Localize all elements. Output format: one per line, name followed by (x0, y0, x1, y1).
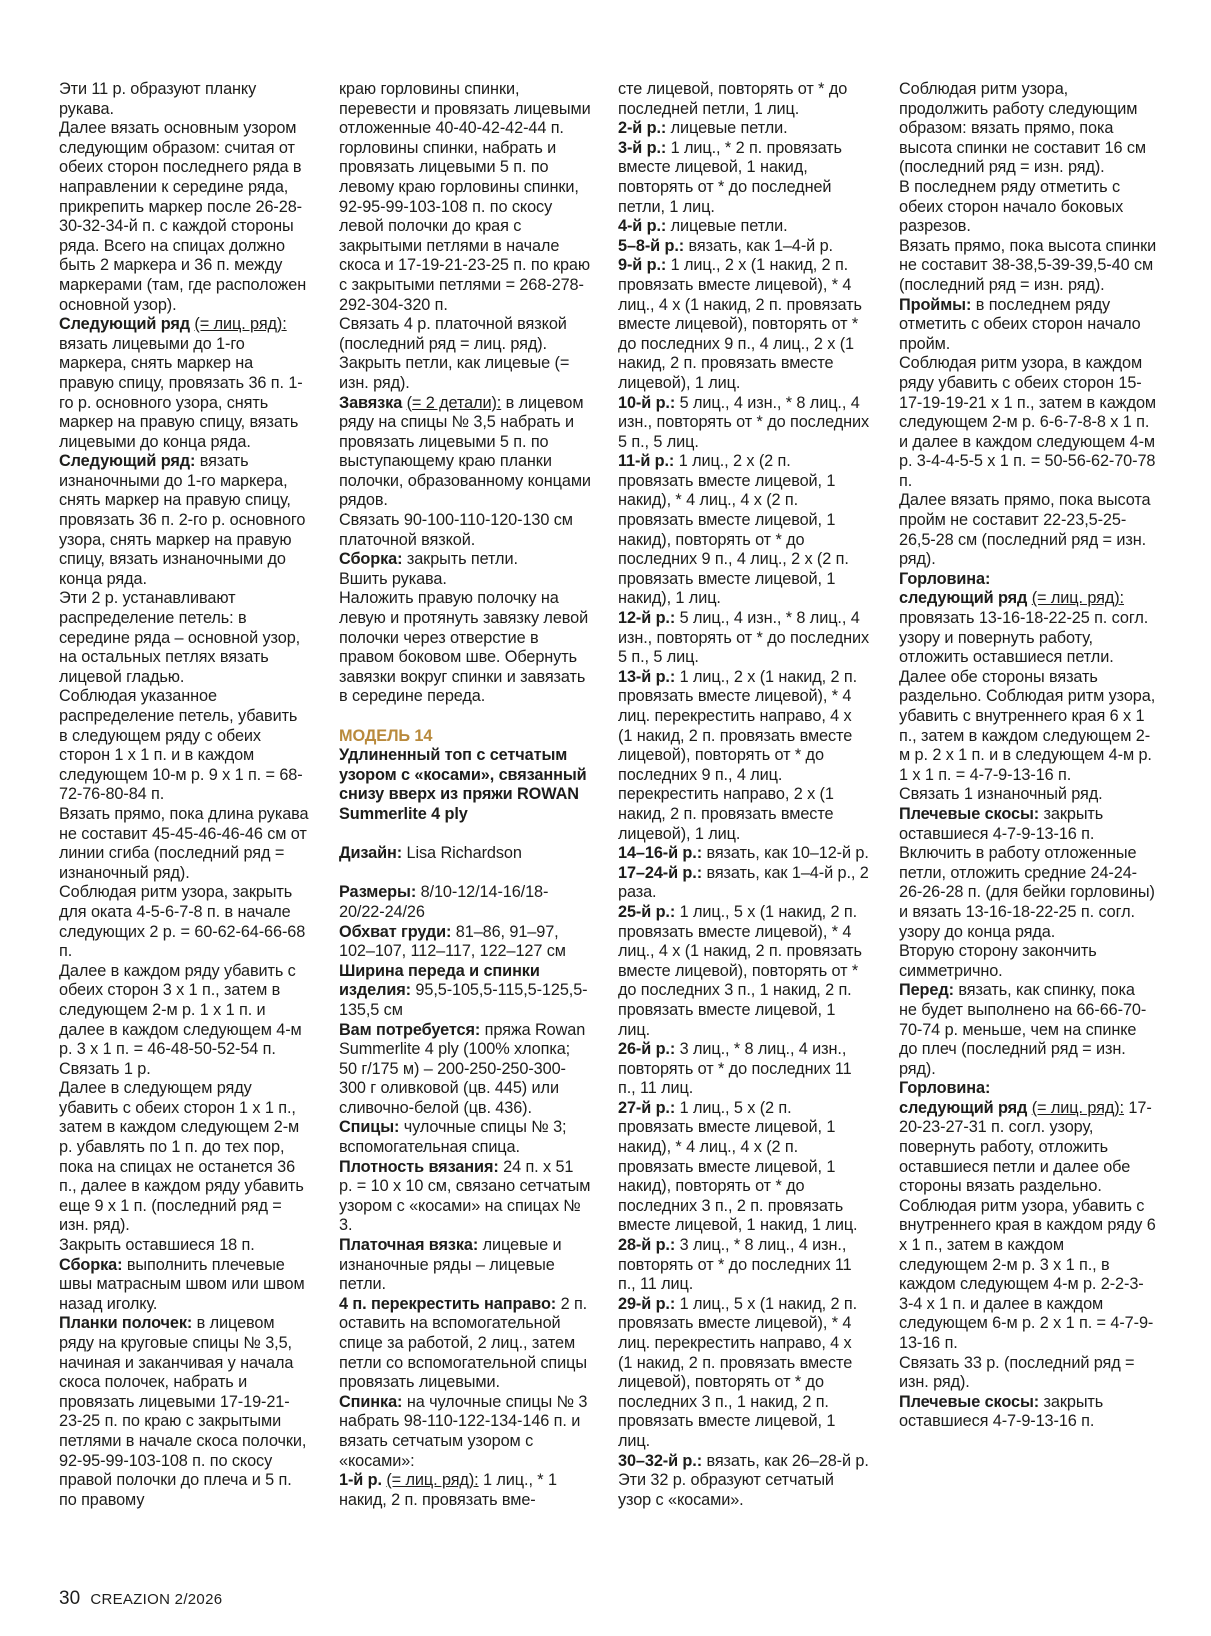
paragraph: Связать 1 изнаночный ряд. (899, 785, 1103, 804)
paragraph (899, 981, 1157, 1079)
section-text: в лицевом ряду на спицы № 3,5 набрать и провязать лицевыми 5 п. по выступающему краю планки полочки, образованному концами рядов. (339, 393, 591, 510)
section-heading: Плечевые скосы: (899, 804, 1040, 823)
row-text: 1 лиц., 2 х (1 накид, 2 п. провязать вместе лицевой), * 4 лиц., 4 х (1 накид, 2 п. провязать вместе лицевой), повторять от * до последних 9 п., 4 лиц., 2 х (1 накид, 2 п. провязать вместе лицевой), 1 лиц. (618, 256, 862, 392)
value: 24 п. х 51 р. = 10 х 10 см, связано сетчатым узором с «косами» на спицах № 3. (339, 1157, 591, 1235)
row-25 (618, 903, 870, 1040)
row-text: 1 лиц., 5 х (2 п. провязать вместе лицевой, 1 накид), * 4 лиц., 4 х (2 п. провязать вместе лицевой, 1 накид), повторять от * до последних 3 п., 2 п. провязать вместе лицевой, 1 накид, 1 лиц. (618, 1098, 858, 1235)
paragraph (59, 1256, 309, 1315)
paragraph (899, 296, 1157, 355)
row-heading: 28-й р.: (618, 1236, 676, 1255)
row-12 (618, 609, 870, 668)
paragraph: Соблюдая ритм узора, закрыть для оката 4-5-6-7-8 п. в начале следующих 2 р. = 60-62-64-66-68 п. (59, 883, 306, 961)
value: лицевые и изнаночные ряды – лицевые петли. (339, 1236, 562, 1294)
paragraph: Наложить правую полочку на левую и протянуть завязку левой полочки через отверстие в правом боковом шве. Обернуть завязки вокруг спинки и завязать в середине переда. (339, 589, 589, 706)
spec-garter (339, 1236, 591, 1295)
paragraph: Вязать прямо, пока длина рукава не составит 45-45-46-46-46 см от линии сгиба (последний ряд = изнаночный ряд). (59, 804, 309, 882)
paragraph (899, 1393, 1157, 1432)
paragraph: Далее вязать основным узором следующим образом: считая от обеих сторон последнего ряда в направлении к середине ряда, прикрепить маркер после 26-28-30-32-34-й п. с каждой стороны ряда. Всего на спицах должно быть 2 маркера и 36 п. между маркерами (там, где расположен основной узор). (59, 119, 307, 314)
value: 2 п. оставить на вспомогательной спице за работой, 2 лиц., затем петли со вспомогательной спицы провязать лицевыми. (339, 1294, 588, 1392)
spec-density (339, 1158, 591, 1236)
row-14-16 (618, 844, 870, 864)
row-text: 1 лиц., 2 х (1 накид, 2 п. провязать вместе лицевой), * 4 лиц. перекрестить направо, 4 х (1 накид, 2 п. провязать вместе лицевой), повторять от * до последних 9 п., 4 лиц. перекрестить направо, 2 х (1 накид, 2 п. провязать вместе лицевой), 1 лиц. (618, 667, 858, 843)
row-heading: 29-й р.: (618, 1294, 676, 1313)
row-10 (618, 394, 870, 453)
label: Плотность вязания: (339, 1157, 499, 1176)
paragraph: Далее в следующем ряду убавить с обеих сторон 1 х 1 п., затем в каждом следующем 2-м р. убавлять по 1 п. до тех пор, пока на спицах не останется 36 п., далее в каждом ряду убавить еще 9 х 1 п. (последний ряд = изн. ряд). (59, 1079, 304, 1235)
paragraph: Вязать прямо, пока высота спинки не составит 38-38,5-39-39,5-40 см (последний ряд = изн. ряд). (899, 236, 1157, 294)
paragraph: Связать 33 р. (последний ряд = изн. ряд). (899, 1353, 1135, 1392)
spec-width (339, 962, 591, 1021)
row-text: 5 лиц., 4 изн., * 8 лиц., 4 изн., повторять от * до последних 5 п., 5 лиц. (618, 609, 870, 667)
row-text: 1 лиц., 5 х (1 накид, 2 п. провязать вместе лицевой), * 4 лиц., 4 х (1 накид, 2 п. провязать вместе лицевой), повторять от * до последних 3 п., 1 накид, 2 п. провязать вместе лицевой, 1 лиц. (618, 902, 862, 1039)
row-heading: 13-й р.: (618, 667, 676, 686)
value: 8/10-12/14-16/18-20/22-24/26 (339, 883, 549, 921)
row-text: 17-20-23-27-31 п. согл. узору, повернуть работу, отложить оставшиеся петли и далее обе стороны вязать раздельно. (899, 1098, 1152, 1196)
row-heading: 3-й р.: (618, 138, 667, 157)
row-text: вязать, как 26–28-й р. (706, 1451, 869, 1470)
section-heading: Планки полочек: (59, 1314, 193, 1333)
row-2 (618, 119, 870, 139)
text-column-4 (899, 80, 1157, 1432)
section-text: выполнить плечевые швы матрасным швом или швом назад иголку. (59, 1255, 305, 1313)
row-text: вязать, как 1–4-й р., 2 раза. (618, 863, 869, 902)
row-heading: 5–8-й р.: (618, 236, 685, 255)
row-heading: 26-й р.: (618, 1040, 676, 1059)
row-heading: 9-й р.: (618, 256, 667, 275)
page-footer (59, 1588, 222, 1610)
text-column-1 (59, 80, 309, 1510)
row-heading: 30–32-й р.: (618, 1451, 703, 1470)
row-text: вязать изнаночными до 1-го маркера, снять маркер на правую спицу, провязать 36 п. 2-го р. основного узора, снять маркер на правую спицу, вязать изнаночными до конца ряда. (59, 452, 306, 588)
paragraph (339, 550, 591, 570)
page-number: 30 (59, 1588, 81, 1609)
value: чулочные спицы № 3; вспомогательная спица. (339, 1118, 567, 1157)
row-heading: Следующий ряд: (59, 452, 196, 471)
paragraph (339, 394, 591, 512)
row-heading: 25-й р.: (618, 902, 676, 921)
label: Спицы: (339, 1118, 400, 1137)
text-column-3 (618, 80, 870, 1510)
row-text: 3 лиц., * 8 лиц., 4 изн., повторять от * до последних 11 п., 11 лиц. (618, 1040, 852, 1098)
row-27 (618, 1099, 870, 1236)
section-text: закрыть петли. (406, 550, 518, 569)
row-heading: 11-й р.: (618, 452, 675, 471)
row-text: лицевые петли. (670, 119, 788, 138)
section-text: в лицевом ряду на круговые спицы № 3,5, начиная и заканчивая у начала скоса полочек, набрать и провязать лицевыми 17-19-21-23-25 п. по краю с закрытыми петлями в начале скоса полочки, 92-95-99-103-108 п. по скосу правой полочки до плеча и 5 п. по правому (59, 1314, 307, 1509)
row-heading: 2-й р.: (618, 119, 667, 138)
designer-line (339, 844, 591, 864)
paragraph: Вторую сторону закончить симметрично. (899, 942, 1097, 980)
text-column-2 (339, 80, 591, 1510)
label: Дизайн: (339, 844, 403, 863)
row-heading: 12-й р.: (618, 609, 676, 628)
paragraph (59, 452, 309, 589)
paragraph: Закрыть оставшиеся 18 п. (59, 1236, 255, 1255)
spec-needles (339, 1118, 591, 1157)
row-text: вязать, как 1–4-й р. (688, 236, 833, 255)
row-29 (618, 1295, 870, 1452)
spec-chest (339, 923, 591, 962)
section-heading: Проймы: (899, 295, 972, 314)
row-heading: 17–24-й р.: (618, 863, 703, 882)
row-9 (618, 256, 870, 393)
paragraph: Эти 32 р. образуют сетчатый узор с «косами». (618, 1471, 834, 1509)
label: Вам потребуется: (339, 1020, 481, 1039)
paragraph: Соблюдая ритм узора, убавить с внутреннего края в каждом ряду 6 х 1 п., затем в каждом следующем 2-м р. 3 х 1 п., в каждом следующем 4-м р. 2-2-3-3-4 х 1 п. и далее в каждом следующем 6-м р. 2 х 1 п. = 4-7-9-13-16 п. (899, 1196, 1156, 1352)
row-17-24 (618, 864, 870, 903)
label: 4 п. перекрестить направо: (339, 1294, 557, 1313)
row-28 (618, 1236, 870, 1295)
row-text: 1 лиц., 5 х (1 накид, 2 п. провязать вместе лицевой), * 4 лиц. перекрестить направо, 4 х (1 накид, 2 п. провязать вместе лицевой), повторять от * до последних 3 п., 1 накид, 2 п. провязать вместе лицевой, 1 лиц. (618, 1294, 858, 1450)
paragraph: Вшить рукава. (339, 569, 447, 588)
section-text: в последнем ряду отметить с обеих сторон начало пройм. (899, 295, 1141, 353)
section-heading: Горловина: (899, 1079, 991, 1098)
section-heading: Горловина: (899, 569, 991, 588)
magazine-issue: CREAZION 2/2026 (90, 1591, 223, 1608)
row-13 (618, 668, 870, 844)
row-heading: следующий ряд (899, 589, 1028, 608)
model-title: Удлиненный топ с сетчатым узором с «косами», связанный снизу вверх из пряжи ROWAN Summerlite 4 ply (339, 746, 587, 823)
section-text: вязать, как спинку, пока не будет выполнено на 66-66-70-70-74 р. меньше, чем на спинке до плеч (последний ряд = изн. ряд). (899, 981, 1147, 1078)
spec-sizes (339, 883, 591, 922)
row-text: 5 лиц., 4 изн., * 8 лиц., 4 изн., повторять от * до последних 5 п., 5 лиц. (618, 393, 870, 451)
paragraph: Связать 90-100-110-120-130 см платочной вязкой. (339, 511, 573, 549)
paragraph (899, 589, 1157, 785)
row-26 (618, 1040, 870, 1099)
paragraph (59, 315, 309, 452)
paragraph: Включить в работу отложенные петли, отложить средние 24-24-26-26-28 п. (для бейки горловины) и вязать 13-16-18-22-25 п. согл. узору до конца ряда. (899, 844, 1155, 941)
row-text: 1 лиц., 2 х (2 п. провязать вместе лицевой, 1 накид), * 4 лиц., 4 х (2 п. провязать вместе лицевой, 1 накид), повторять от * до последних 9 п., 4 лиц., 2 х (2 п. провязать вместе лицевой, 1 накид), 1 лиц. (618, 452, 849, 608)
paragraph: Закрыть петли, как лицевые (= изн. ряд). (339, 354, 570, 392)
row-11 (618, 452, 870, 609)
paragraph: Связать 1 р. (59, 1059, 151, 1078)
row-4 (618, 217, 870, 237)
section-text: закрыть оставшиеся 4-7-9-13-16 п. (899, 804, 1104, 843)
row-1 (339, 1471, 591, 1510)
row-text: вязать лицевыми до 1-го маркера, снять маркер на правую спицу, провязать 36 п. 1-го р. основного узора, снять маркер на правую спицу, вязать лицевыми до конца ряда. (59, 334, 303, 451)
section-note: (= 2 детали): (406, 393, 502, 412)
paragraph (899, 805, 1157, 844)
row-heading: 10-й р.: (618, 393, 676, 412)
row-heading: следующий ряд (899, 1098, 1028, 1117)
row-text: 1 лиц., * 2 п. провязать вместе лицевой, 1 накид, повторять от * до последней петли, 1 лиц. (618, 138, 842, 216)
section-heading: Сборка: (339, 550, 403, 569)
paragraph: сте лицевой, повторять от * до последней петли, 1 лиц. (618, 80, 848, 118)
value: на чулочные спицы № 3 набрать 98-110-122-134-146 п. и вязать сетчатым узором с «косами»: (339, 1392, 588, 1470)
value: пряжа Rowan Summerlite 4 ply (100% хлопка; 50 г/175 м) – 200-250-250-300-300 г оливковой (цв. 445) или сливочно-белой (цв. 436). (339, 1020, 586, 1117)
row-3 (618, 139, 870, 217)
model-number: МОДЕЛЬ 14 (339, 726, 433, 745)
spec-materials (339, 1021, 591, 1119)
row-text: лицевые петли. (670, 217, 788, 236)
label: Ширина переда и спинки изделия: (339, 961, 540, 1000)
row-text: провязать 13-16-18-22-25 п. согл. узору и повернуть работу, отложить оставшиеся петли. Далее обе стороны вязать раздельно. Соблюдая ритм узора, убавить с внутреннего края 6 х 1 п., затем в каждом следующем 2-м р. 2 х 1 п. и в следующем 4-м р. 1 х 1 п. = 4-7-9-13-16 п. (899, 609, 1156, 784)
row-text: вязать, как 10–12-й р. (706, 844, 869, 863)
row-5-8 (618, 237, 870, 257)
row-heading: Следующий ряд (59, 315, 190, 334)
row-30-32 (618, 1452, 870, 1472)
row-note: (= лиц. ряд): (386, 1471, 479, 1490)
label: Обхват груди: (339, 922, 452, 941)
paragraph: Эти 11 р. образуют планку рукава. (59, 80, 257, 118)
section-heading: Завязка (339, 393, 403, 412)
paragraph (59, 1314, 309, 1510)
paragraph (899, 1099, 1157, 1197)
row-text: 3 лиц., * 8 лиц., 4 изн., повторять от * до последних 11 п., 11 лиц. (618, 1236, 852, 1294)
value: 95,5-105,5-115,5-125,5-135,5 см (339, 981, 588, 1019)
paragraph: краю горловины спинки, перевести и провязать лицевыми отложенные 40-40-42-42-44 п. горловины спинки, набрать и провязать лицевыми 5 п. по левому краю горловины спинки, 92-95-99-103-108 п. по скосу левой полочки до края с закрытыми петлями в начале скоса и 17-19-21-23-25 п. по краю с закрытыми петлями = 268-278-292-304-320 п. (339, 80, 591, 314)
spec-cross (339, 1295, 591, 1393)
paragraph: Далее вязать прямо, пока высота пройм не составит 22-23,5-25-26,5-28 см (последний ряд = изн. ряд). (899, 491, 1151, 569)
paragraph: В последнем ряду отметить с обеих сторон начало боковых разрезов. (899, 177, 1124, 236)
label: Платочная вязка: (339, 1236, 479, 1255)
row-heading: 27-й р.: (618, 1098, 676, 1117)
section-heading: Сборка: (59, 1255, 123, 1274)
paragraph: Соблюдая указанное распределение петель, убавить в следующем ряду с обеих сторон 1 х 1 п. и в каждом следующем 10-м р. 9 х 1 п. = 68-72-76-80-84 п. (59, 687, 303, 804)
section-heading: Перед: (899, 981, 954, 1000)
row-note: (= лиц. ряд): (1031, 1098, 1124, 1117)
paragraph: Эти 2 р. устанавливают распределение петель: в середине ряда – основной узор, на остальных петлях вязать лицевой гладью. (59, 589, 301, 686)
paragraph: Соблюдая ритм узора, продолжить работу следующим образом: вязать прямо, пока высота спинки не составит 16 см (последний ряд = изн. ряд). (899, 80, 1147, 177)
spec-back (339, 1393, 591, 1471)
label: Размеры: (339, 883, 417, 902)
row-heading: 1-й р. (339, 1471, 382, 1490)
row-heading: 14–16-й р.: (618, 844, 703, 863)
row-heading: 4-й р.: (618, 217, 667, 236)
value: Lisa Richardson (406, 844, 522, 863)
paragraph: Соблюдая ритм узора, в каждом ряду убавить с обеих сторон 15-17-19-19-21 х 1 п., затем в каждом следующем 2-м р. 6-6-7-8-8 х 1 п. и далее в каждом следующем 4-м р. 3-4-4-5-5 х 1 п. = 50-56-62-70-78 п. (899, 354, 1157, 490)
label: Спинка: (339, 1392, 403, 1411)
row-text: 1 лиц., * 1 накид, 2 п. провязать вме- (339, 1471, 557, 1509)
row-note: (= лиц. ряд): (1031, 589, 1124, 608)
row-note: (= лиц. ряд): (194, 315, 287, 334)
paragraph: Далее в каждом ряду убавить с обеих сторон 3 х 1 п., затем в следующем 2-м р. 1 х 1 п. и далее в каждом следующем 4-м р. 3 х 1 п. = 46-48-50-52-54 п. (59, 961, 302, 1059)
section-text: закрыть оставшиеся 4-7-9-13-16 п. (899, 1392, 1104, 1431)
section-heading: Плечевые скосы: (899, 1392, 1040, 1411)
value: 81–86, 91–97, 102–107, 112–117, 122–127 см (339, 922, 566, 961)
paragraph: Связать 4 р. платочной вязкой (последний ряд = лиц. ряд). (339, 315, 567, 353)
